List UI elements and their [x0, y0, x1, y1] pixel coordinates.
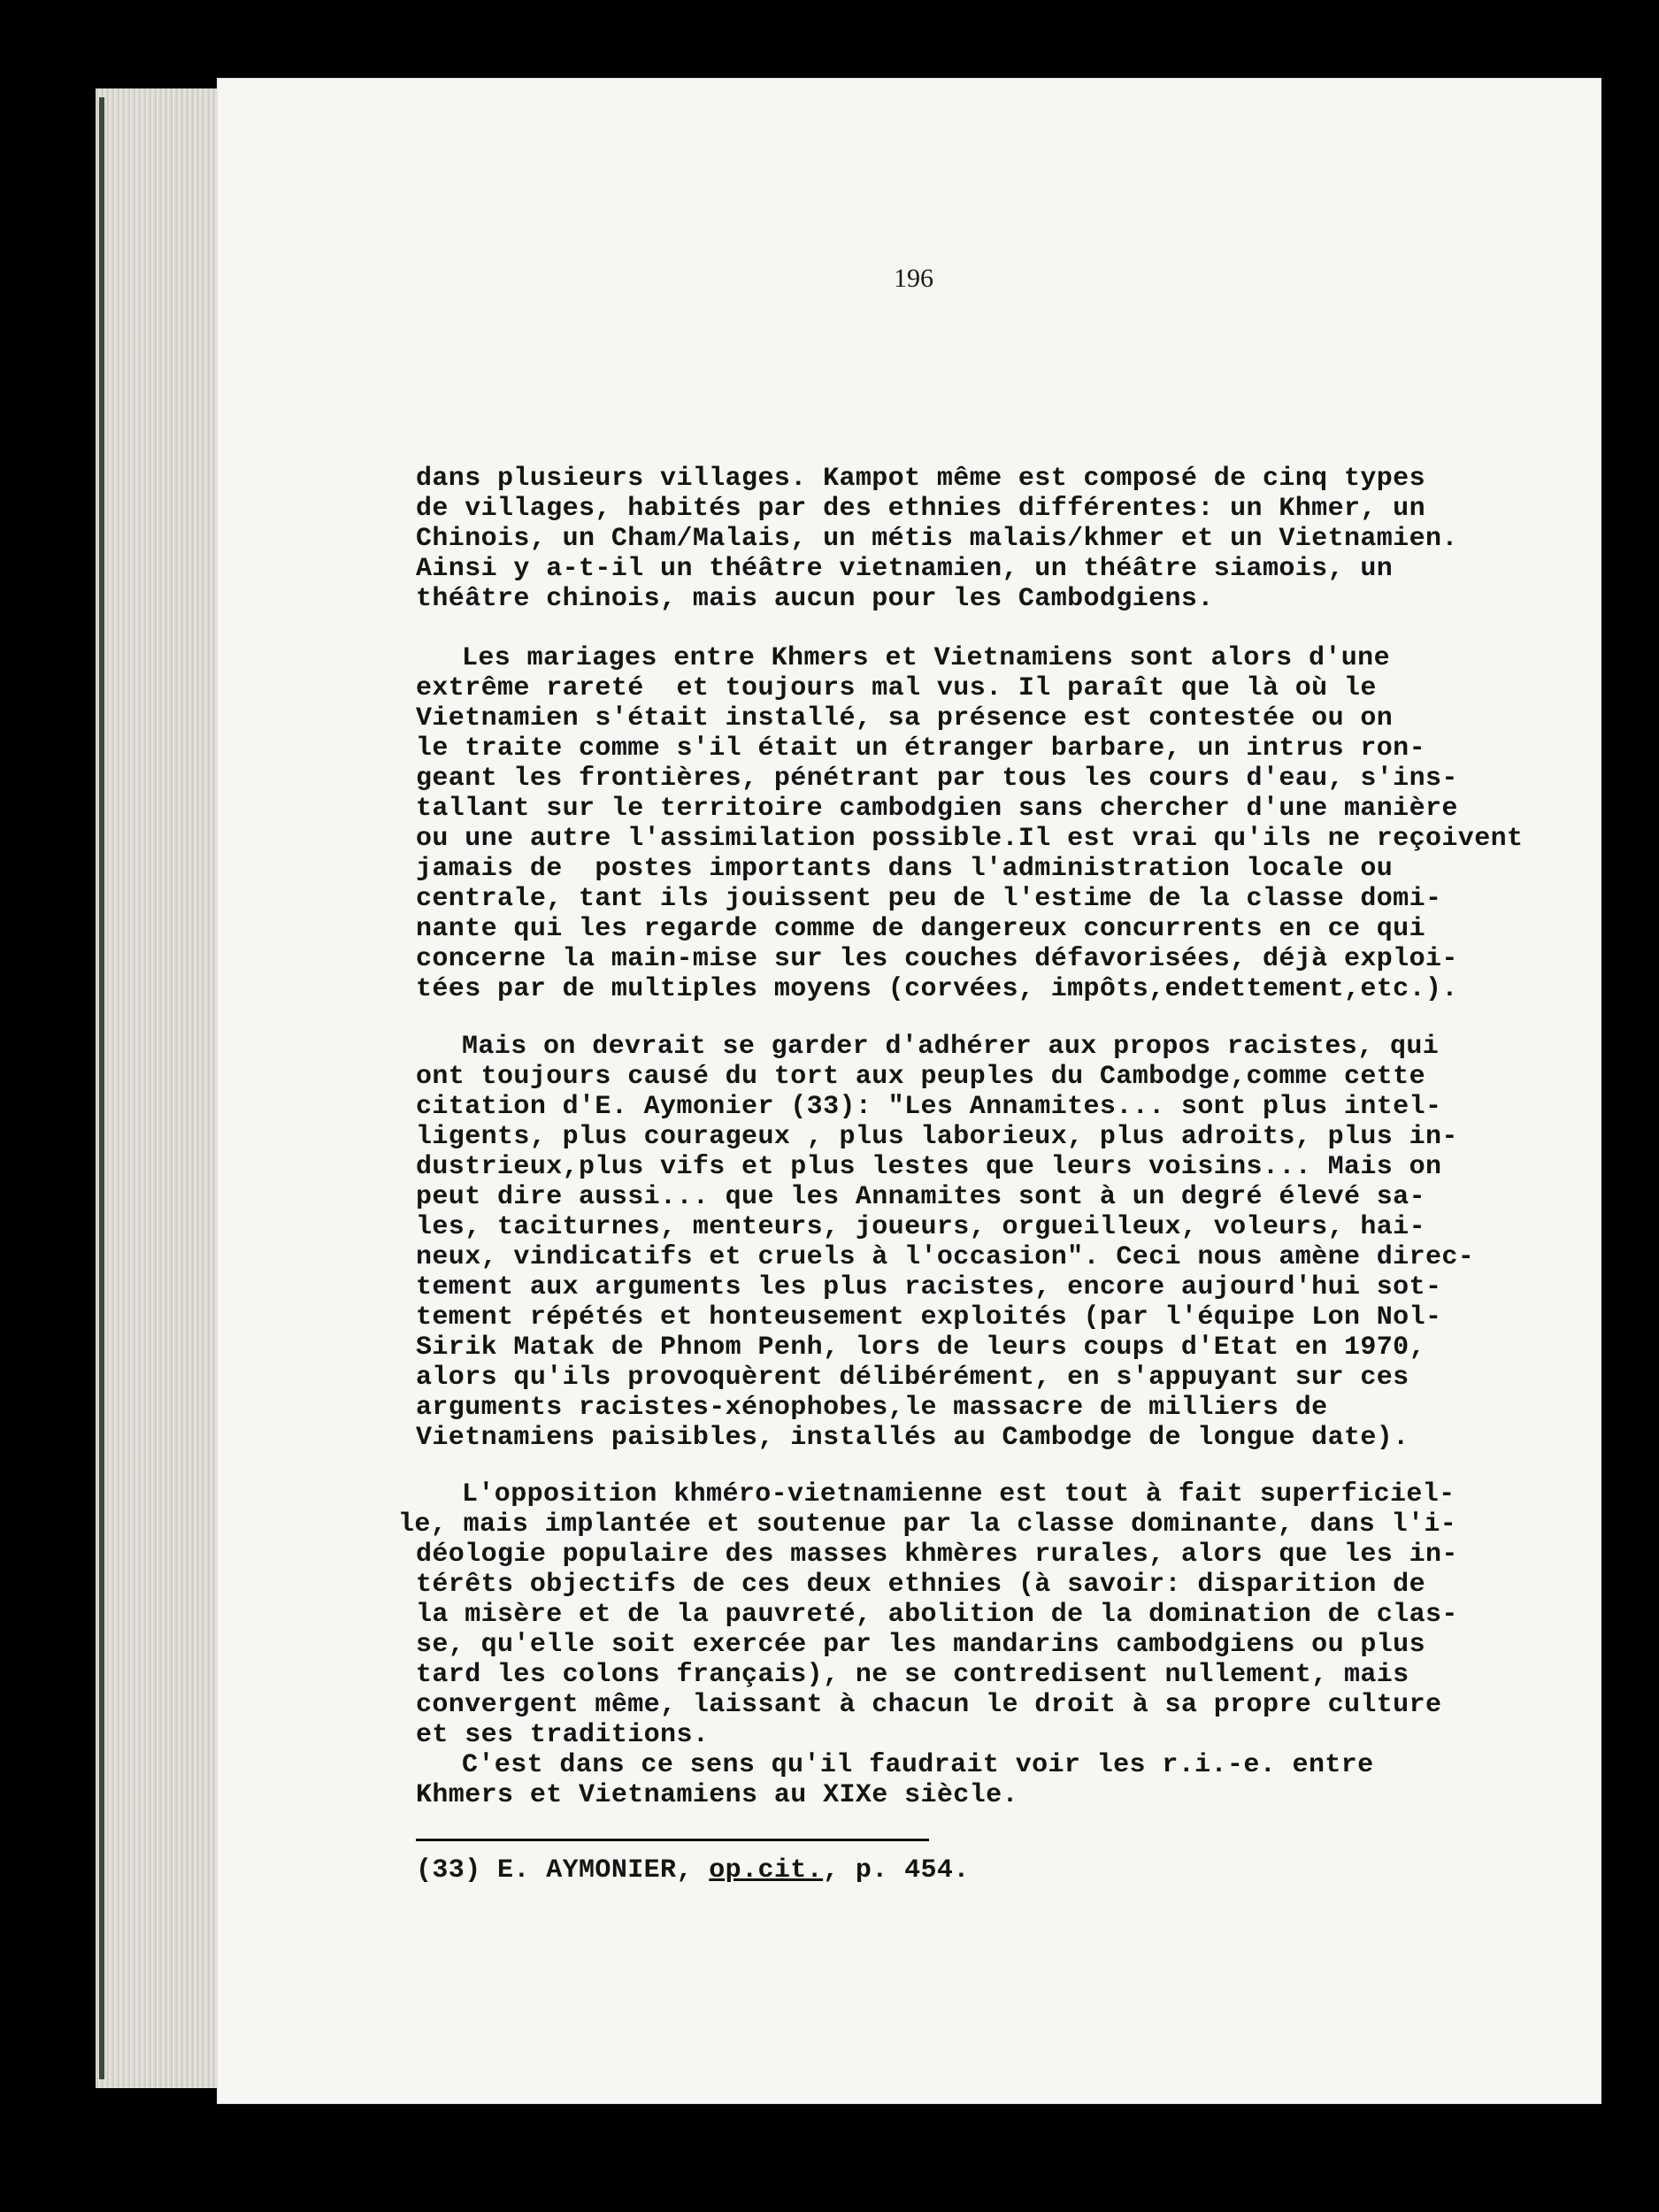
book-page-edges — [96, 88, 219, 2088]
text-line: tard les colons français), ne se contredisent nullement, mais — [416, 1660, 1409, 1690]
text-line: centrale, tant ils jouissent peu de l'estime de la classe domi- — [416, 884, 1442, 914]
footnote-suffix: , p. 454. — [823, 1855, 970, 1886]
text-line: tement aux arguments les plus racistes, encore aujourd'hui sot- — [416, 1272, 1442, 1302]
text-line: et ses traditions. — [416, 1720, 710, 1750]
book-spine — [99, 97, 104, 2079]
text-line: Sirik Matak de Phnom Penh, lors de leurs coups d'Etat en 1970, — [416, 1333, 1425, 1363]
text-line: alors qu'ils provoquèrent délibérément, en s'appuyant sur ces — [416, 1363, 1409, 1393]
text-line: térêts objectifs de ces deux ethnies (à savoir: disparition de — [416, 1570, 1425, 1600]
text-line: geant les frontières, pénétrant par tous les cours d'eau, s'ins- — [416, 764, 1458, 794]
text-line: dans plusieurs villages. Kampot même est composé de cinq types — [416, 464, 1425, 494]
text-line: les, taciturnes, menteurs, joueurs, orgueilleux, voleurs, hai- — [416, 1212, 1425, 1242]
text-line: le traite comme s'il était un étranger barbare, un intrus ron- — [416, 733, 1425, 764]
text-line: théâtre chinois, mais aucun pour les Cambodgiens. — [416, 584, 1214, 614]
text-line: arguments racistes-xénophobes,le massacre de milliers de — [416, 1393, 1328, 1423]
text-line: tement répétés et honteusement exploités (par l'équipe Lon Nol- — [416, 1302, 1442, 1333]
text-line: Chinois, un Cham/Malais, un métis malais/khmer et un Vietnamien. — [416, 524, 1458, 554]
footnote-prefix: (33) E. AYMONIER, — [416, 1855, 710, 1886]
footnote-reference: op.cit. — [709, 1855, 824, 1886]
text-line: le, mais implantée et soutenue par la classe dominante, dans l'i- — [398, 1509, 1457, 1540]
text-line: L'opposition khméro-vietnamienne est tout à fait superficiel- — [462, 1479, 1455, 1509]
text-line: extrême rareté et toujours mal vus. Il paraît que là où le — [416, 673, 1377, 703]
text-line: Khmers et Vietnamiens au XIXe siècle. — [416, 1780, 1018, 1810]
footnote — [416, 1855, 970, 1886]
text-line: déologie populaire des masses khmères rurales, alors que les in- — [416, 1540, 1458, 1570]
text-line: se, qu'elle soit exercée par les mandarins cambodgiens ou plus — [416, 1630, 1425, 1660]
text-line: ligents, plus courageux , plus laborieux, plus adroits, plus in- — [416, 1122, 1458, 1152]
footnote-rule — [416, 1839, 929, 1841]
text-line: Vietnamien s'était installé, sa présence est contestée ou on — [416, 703, 1394, 733]
text-line: neux, vindicatifs et cruels à l'occasion". Ceci nous amène direc- — [416, 1242, 1475, 1272]
text-line: jamais de postes importants dans l'administration locale ou — [416, 854, 1394, 884]
text-line: C'est dans ce sens qu'il faudrait voir les r.i.-e. entre — [462, 1750, 1374, 1780]
text-line: convergent même, laissant à chacun le droit à sa propre culture — [416, 1690, 1442, 1720]
text-line: Les mariages entre Khmers et Vietnamiens sont alors d'une — [462, 643, 1390, 673]
text-line: Ainsi y a-t-il un théâtre vietnamien, un théâtre siamois, un — [416, 554, 1394, 584]
text-line: dustrieux,plus vifs et plus lestes que leurs voisins... Mais on — [416, 1152, 1442, 1182]
text-line: de villages, habités par des ethnies différentes: un Khmer, un — [416, 494, 1425, 524]
text-line: citation d'E. Aymonier (33): "Les Annamites... sont plus intel- — [416, 1092, 1442, 1122]
text-line: ou une autre l'assimilation possible.Il est vrai qu'ils ne reçoivent — [416, 824, 1524, 854]
page-number: 196 — [894, 264, 933, 293]
text-line: Vietnamiens paisibles, installés au Cambodge de longue date). — [416, 1423, 1409, 1453]
text-line: tées par de multiples moyens (corvées, impôts,endettement,etc.). — [416, 974, 1458, 1004]
text-line: concerne la main-mise sur les couches défavorisées, déjà exploi- — [416, 944, 1458, 974]
text-line: la misère et de la pauvreté, abolition de la domination de clas- — [416, 1600, 1458, 1630]
text-line: Mais on devrait se garder d'adhérer aux propos racistes, qui — [462, 1032, 1440, 1062]
text-line: ont toujours causé du tort aux peuples du Cambodge,comme cette — [416, 1062, 1425, 1092]
text-line: peut dire aussi... que les Annamites sont à un degré élevé sa- — [416, 1182, 1425, 1212]
text-line: nante qui les regarde comme de dangereux concurrents en ce qui — [416, 914, 1425, 944]
text-line: tallant sur le territoire cambodgien sans chercher d'une manière — [416, 794, 1458, 824]
